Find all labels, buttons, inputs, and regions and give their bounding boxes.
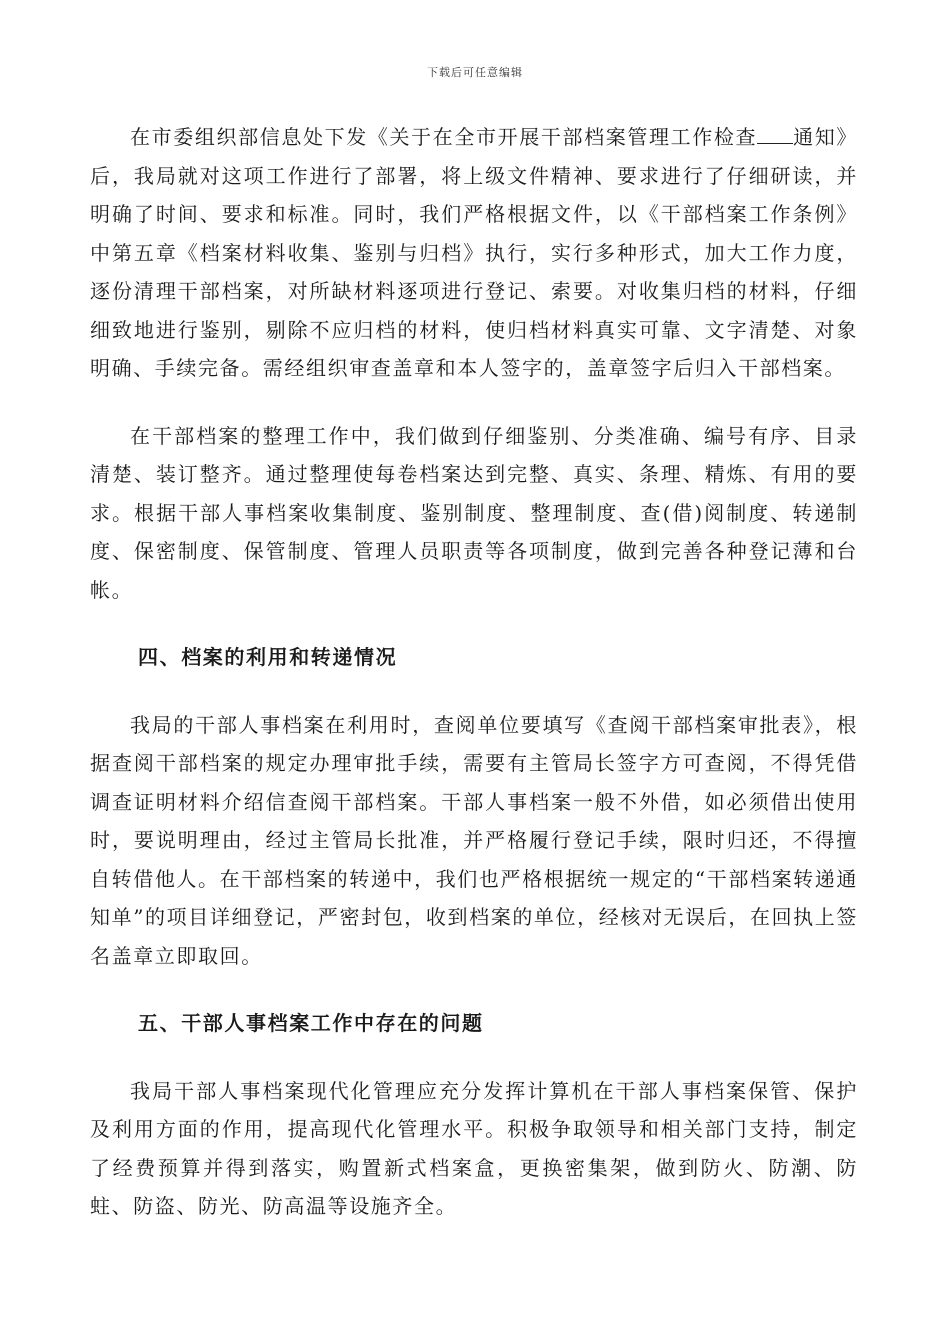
paragraph-gap [90,1043,858,1072]
document-body [90,118,858,1226]
paragraph-archive-organization: 在干部档案的整理工作中，我们做到仔细鉴别、分类准确、编号有序、目录清楚、装订整齐。通过整理使每卷档案达到完整、真实、条理、精炼、有用的要求。根据干部人事档案收集制度、鉴别制度、整理制度、查(借)阅制度、转递制度、保密制度、保管制度、管理人员职责等各项制度，做到完善各种登记薄和台帐。 [90,423,858,602]
underline-blank [757,125,793,144]
section-heading-utilization: 四、档案的利用和转递情况 [138,645,398,669]
paragraph-gap [90,609,858,638]
paragraph-gap [90,677,858,706]
paragraph-inspection-notice [90,118,858,388]
paragraph-gap [90,388,858,417]
paragraph-text-after-blank: 通知》后，我局就对这项工作进行了部署，将上级文件精神、要求进行了仔细研读，并明确了时间、要求和标准。同时，我们严格根据文件，以《干部档案工作条例》中第五章《档案材料收集、鉴别与归档》执行，实行多种形式，加大工作力度，逐份清理干部档案，对所缺材料逐项进行登记、索要。对收集归档的材料，仔细细致地进行鉴别，剔除不应归档的材料，使归档材料真实可靠、文字清楚、对象明确、手续完备。需经组织审查盖章和本人签字的，盖章签字后归入干部档案。 [90,125,858,380]
paragraph-modernization: 我局干部人事档案现代化管理应充分发挥计算机在干部人事档案保管、保护及利用方面的作用，提高现代化管理水平。积极争取领导和相关部门支持，制定了经费预算并得到落实，购置新式档案盒，更换密集架，做到防火、防潮、防蛀、防盗、防光、防高温等设施齐全。 [90,1078,858,1218]
paragraph-gap [90,975,858,1004]
paragraph-text-before-blank: 在市委组织部信息处下发《关于在全市开展干部档案管理工作检查 [130,125,758,149]
page-header: 下载后可任意编辑 [427,66,523,79]
section-heading-problems: 五、干部人事档案工作中存在的问题 [138,1011,484,1035]
paragraph-archive-utilization: 我局的干部人事档案在利用时，查阅单位要填写《查阅干部档案审批表》，根据查阅干部档案的规定办理审批手续，需要有主管局长签字方可查阅，不得凭借调查证明材料介绍信查阅干部档案。干部人事档案一般不外借，如必须借出使用时，要说明理由，经过主管局长批准，并严格履行登记手续，限时归还，不得擅自转借他人。在干部档案的转递中，我们也严格根据统一规定的“干部档案转递通知单”的项目详细登记，严密封包，收到档案的单位，经核对无误后，在回执上签名盖章立即取回。 [90,712,858,968]
